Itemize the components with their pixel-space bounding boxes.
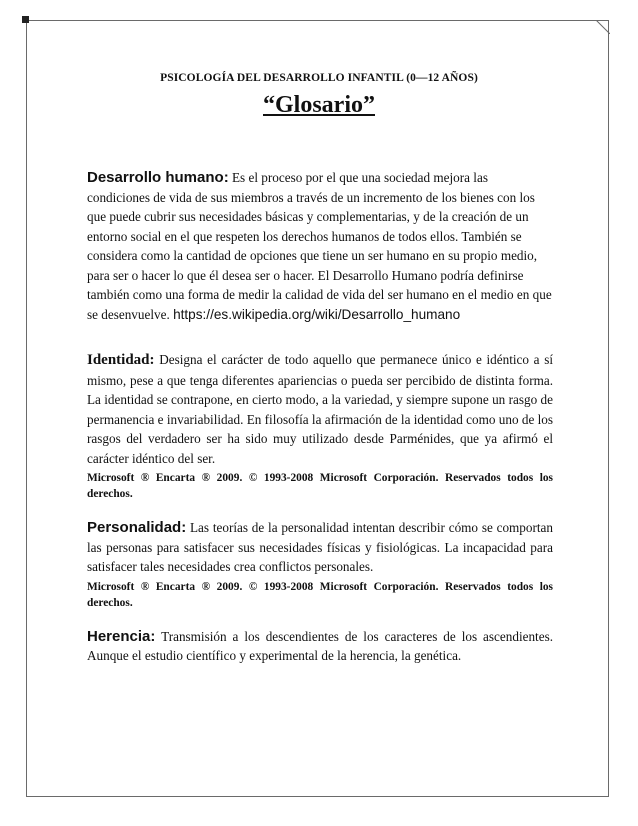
document-header [0, 72, 638, 84]
page-fold-icon [596, 20, 610, 34]
glossary-term: Desarrollo humano: [87, 169, 229, 186]
glossary-entry-herencia [87, 627, 553, 666]
glossary-definition: Designa el carácter de todo aquello que permanece único e idéntico a sí mismo, pese a que tenga diferentes apariencias o pueda ser percibido de distinta forma. La identidad se contrapone, en cierto modo, a la variedad, y siempre supone un rasgo de permanencia e invariabilidad. En filosofía la afirmación de la identidad como uno de los rasgos del verdadero ser ha sido muy utilizado desde Parménides, que ya afirmó el carácter idéntico del ser. [87, 352, 554, 466]
glossary-content [87, 168, 553, 666]
source-citation: Microsoft ® Encarta ® 2009. © 1993-2008 Microsoft Corporación. Reservados todos los derechos. [87, 580, 553, 609]
glossary-entry-desarrollo-humano [87, 168, 553, 324]
corner-mark [22, 16, 29, 23]
glossary-definition: Es el proceso por el que una sociedad mejora las condiciones de vida de sus miembros a través de un incremento de los bienes con los que puede cubrir sus necesidades básicas y complementarias, y de la creación de un entorno social en el que respeten los derechos humanos de todos ellos. También se considera como la cantidad de opciones que tiene un ser humano en su propio medio, para ser o hacer lo que él desea ser o hacer. El Desarrollo Humano podría definirse también como una forma de medir la calidad de vida del ser humano en el medio en que se desenvuelve. [87, 170, 552, 322]
glossary-entry-identidad [87, 350, 553, 502]
glossary-definition: Las teorías de la personalidad intentan describir cómo se comportan las personas para satisfacer sus necesidades físicas y fisiológicas. La incapacidad para satisfacer tales necesidades crea conflictos personales. [87, 520, 553, 574]
glossary-term: Identidad: [87, 352, 155, 368]
glossary-term: Personalidad: [87, 519, 187, 536]
glossary-term: Herencia: [87, 627, 156, 645]
glossary-definition: Transmisión a los descendientes de los caracteres de los ascendientes. Aunque el estudio científico y experimental de la herencia, la genética. [87, 628, 553, 663]
glossary-entry-personalidad [87, 518, 553, 611]
source-link[interactable]: https://es.wikipedia.org/wiki/Desarrollo_humano [173, 306, 461, 322]
source-citation: Microsoft ® Encarta ® 2009. © 1993-2008 Microsoft Corporación. Reservados todos los derechos. [87, 472, 553, 500]
document-subtitle: PSICOLOGÍA DEL DESARROLLO INFANTIL (0—12 AÑOS) [160, 72, 478, 84]
document-title: “Glosario” [263, 92, 375, 118]
